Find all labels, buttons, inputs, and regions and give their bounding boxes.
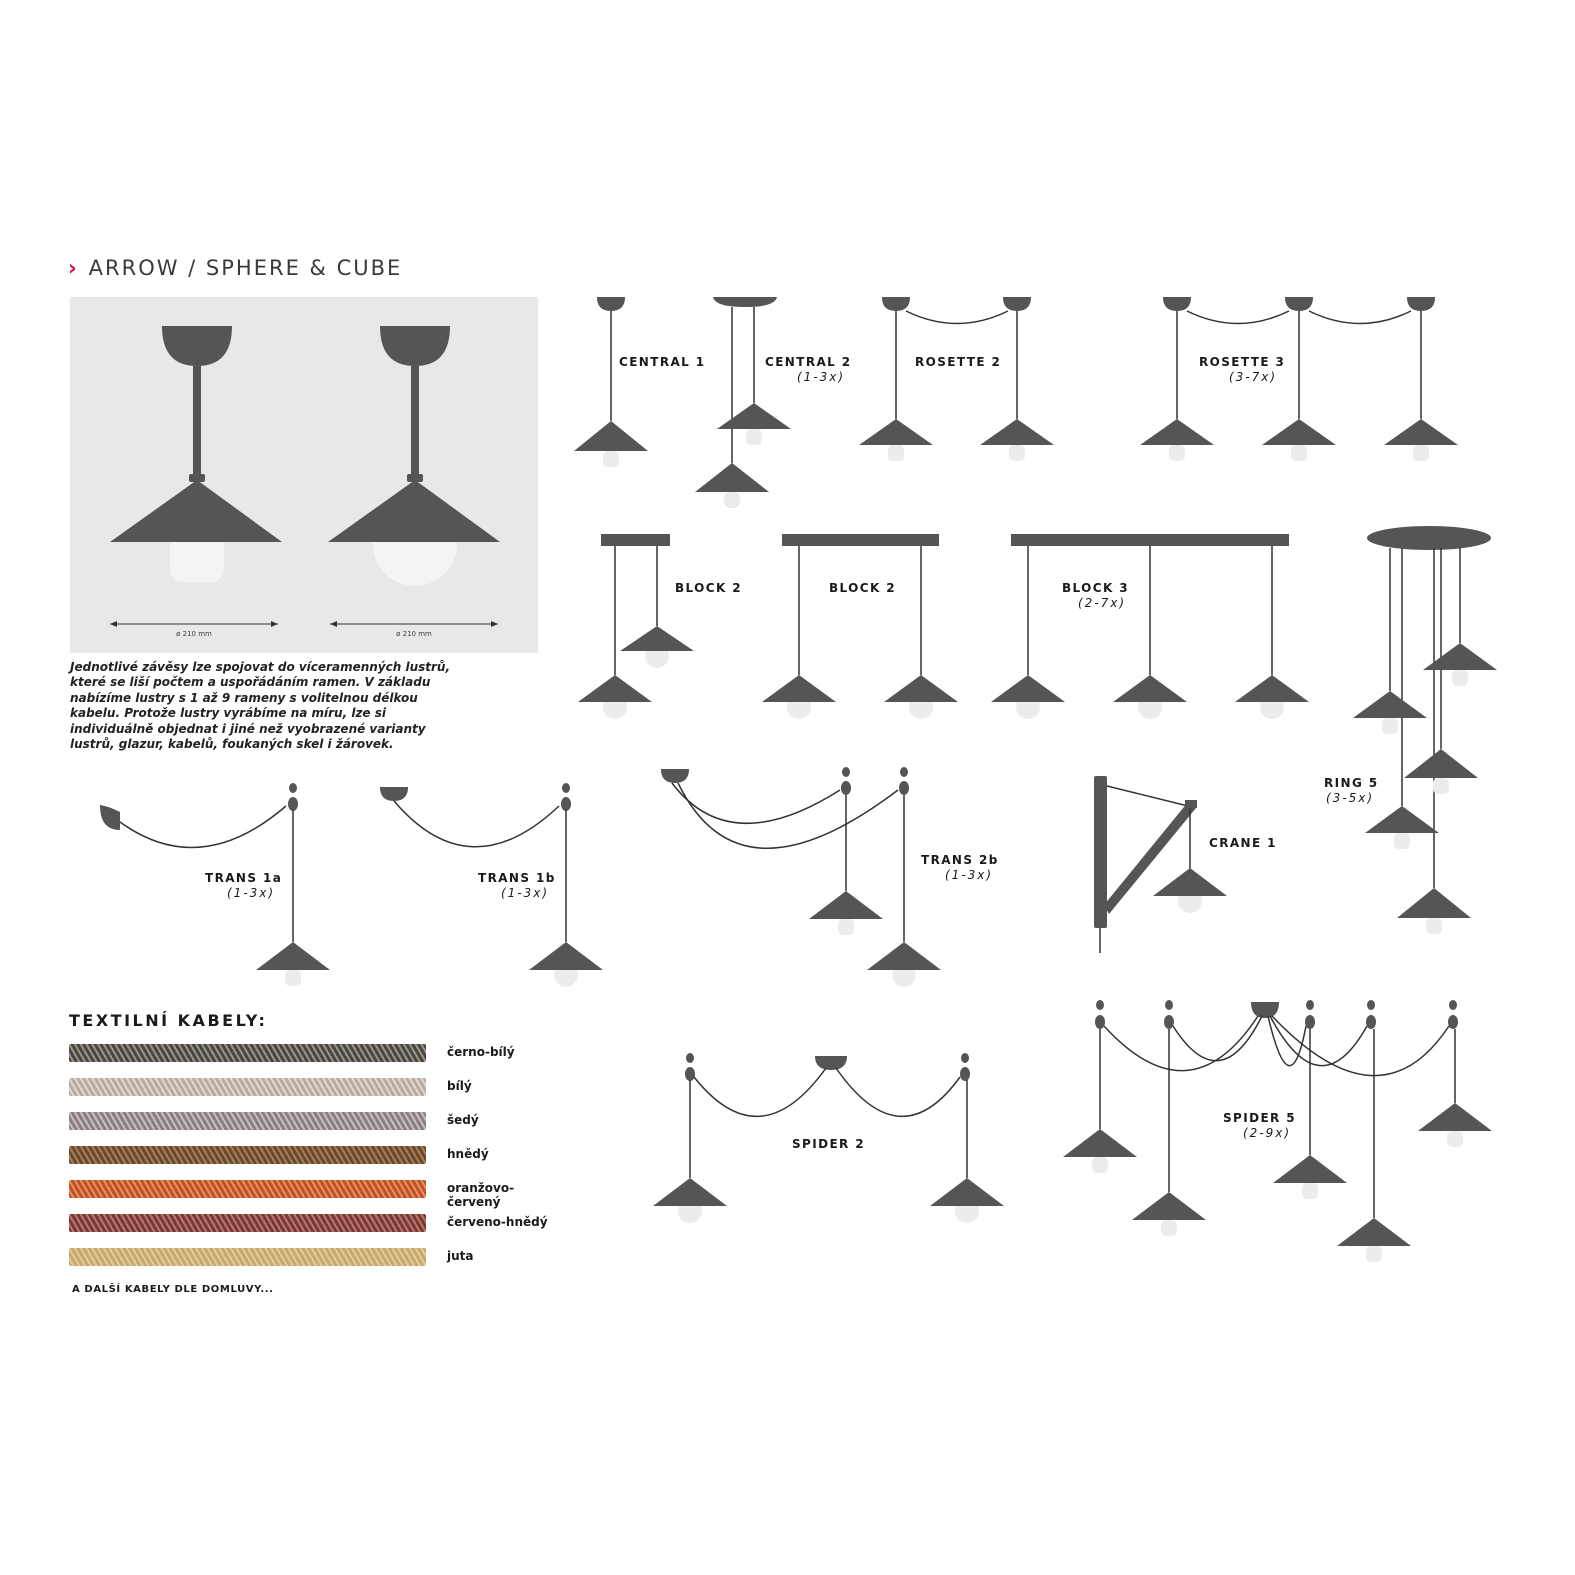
central-1-label: CENTRAL 1	[619, 355, 706, 369]
cable-swatch	[69, 1078, 426, 1096]
trans-1b-label: TRANS 1b	[478, 871, 556, 885]
ring-5-count: (3-5x)	[1326, 791, 1375, 805]
intro-paragraph: Jednotlivé závěsy lze spojovat do víceramenných lustrů, které se liší počtem a uspořádáním ramen. V základu nabízíme lustry s 1 až 9 rameny s volitelnou délkou kabelu. Protože lustry vyrábíme na míru, lze si individuálně objednat i jiné než vyobrazené varianty lustrů, glazur, kabelů, foukaných skel i žárovek.	[70, 660, 451, 752]
cable-row	[69, 1214, 549, 1234]
ring-5	[1324, 526, 1497, 934]
section-title-text: ARROW / SPHERE & CUBE	[88, 256, 403, 280]
block-3	[991, 534, 1309, 719]
spider-2-label: SPIDER 2	[792, 1137, 866, 1151]
cable-swatch	[69, 1180, 426, 1198]
ring-5-label: RING 5	[1324, 776, 1379, 790]
spider-5-count: (2-9x)	[1243, 1126, 1292, 1140]
central-2	[695, 297, 852, 508]
cable-label: oranžovo-červený	[447, 1181, 515, 1209]
trans-2b	[661, 767, 999, 987]
hero-dim-right: ø 210 mm	[396, 630, 432, 638]
cable-label: hnědý	[447, 1147, 489, 1161]
rosette-3	[1140, 297, 1458, 461]
trans-2b-label: TRANS 2b	[921, 853, 999, 867]
more-cables-note: A DALŠÍ KABELY DLE DOMLUVY...	[72, 1284, 274, 1295]
cable-swatch	[69, 1146, 426, 1164]
cable-row	[69, 1146, 549, 1166]
crane-1	[1094, 776, 1277, 953]
cables-title: TEXTILNÍ KABELY:	[69, 1011, 268, 1030]
rosette-2-label: ROSETTE 2	[915, 355, 1002, 369]
block-2-short-label: BLOCK 2	[675, 581, 742, 595]
block-2-long	[762, 534, 958, 719]
cable-label: červeno-hnědý	[447, 1215, 548, 1229]
block-3-label: BLOCK 3	[1062, 581, 1129, 595]
spider-5	[1063, 1000, 1492, 1262]
spider-5-label: SPIDER 5	[1223, 1111, 1297, 1125]
chevron-right-icon: ›	[68, 256, 79, 280]
cable-row	[69, 1078, 549, 1098]
trans-1a	[100, 783, 330, 986]
rosette-2	[859, 297, 1054, 461]
block-2-short	[578, 534, 742, 719]
cable-row	[69, 1248, 549, 1268]
cable-swatch	[69, 1112, 426, 1130]
cable-swatch	[69, 1044, 426, 1062]
central-2-count: (1-3x)	[797, 370, 846, 384]
rosette-3-label: ROSETTE 3	[1199, 355, 1286, 369]
central-1	[574, 297, 706, 467]
hero-dim-left: ø 210 mm	[176, 630, 212, 638]
block-2-long-label: BLOCK 2	[829, 581, 896, 595]
central-2-label: CENTRAL 2	[765, 355, 852, 369]
block-3-count: (2-7x)	[1078, 596, 1127, 610]
cable-row	[69, 1044, 549, 1064]
hero-lamp-cube	[110, 326, 282, 638]
cable-label: černo-bílý	[447, 1045, 515, 1059]
cable-label: juta	[447, 1249, 474, 1263]
rosette-3-count: (3-7x)	[1229, 370, 1278, 384]
cable-swatch	[69, 1248, 426, 1266]
cable-label: šedý	[447, 1113, 479, 1127]
cable-swatch	[69, 1214, 426, 1232]
trans-2b-count: (1-3x)	[945, 868, 994, 882]
cable-label: bílý	[447, 1079, 472, 1093]
spider-2	[653, 1053, 1004, 1223]
trans-1b	[380, 783, 603, 987]
cable-row	[69, 1112, 549, 1132]
crane-1-label: CRANE 1	[1209, 836, 1277, 850]
cable-row	[69, 1180, 549, 1209]
trans-1b-count: (1-3x)	[501, 886, 550, 900]
trans-1a-label: TRANS 1a	[205, 871, 283, 885]
hero-lamp-sphere	[328, 326, 500, 638]
trans-1a-count: (1-3x)	[227, 886, 276, 900]
